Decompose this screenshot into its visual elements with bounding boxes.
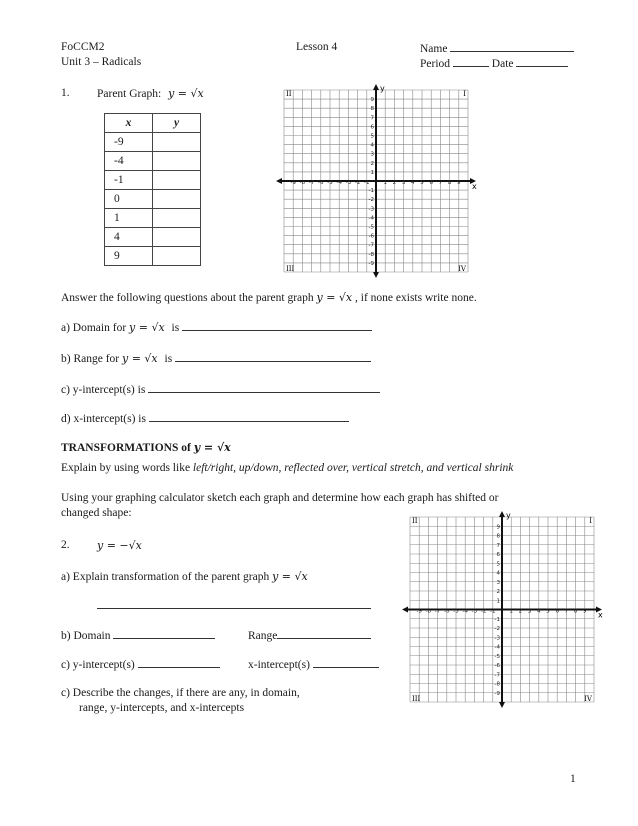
q2-domain-question — [61, 628, 215, 642]
y-tick-label: -7 — [368, 242, 374, 249]
y-axis-arrow-up — [499, 511, 505, 517]
y-axis-label: y — [506, 511, 511, 520]
x-tick-label: 1 — [383, 180, 387, 186]
y-tick-label: 9 — [370, 97, 374, 104]
x-tick-label: -7 — [434, 608, 441, 615]
y-tick-label: 6 — [496, 552, 500, 558]
intro-equation: y = √x — [316, 291, 353, 304]
quadrant-label-3: III — [286, 265, 295, 273]
x-intercept-blank[interactable] — [149, 411, 349, 422]
table-row — [105, 190, 201, 209]
y-intercept-blank[interactable] — [148, 382, 380, 393]
y-tick-label: 2 — [370, 160, 374, 167]
quadrant-label-1: I — [463, 90, 466, 98]
y-tick-label: 9 — [496, 524, 500, 531]
table-cell-x: 0 — [105, 190, 153, 209]
table-cell-x: 4 — [105, 228, 153, 247]
x-tick-label: -3 — [471, 608, 478, 615]
x-intercept-label: d) x-intercept(s) is — [61, 413, 146, 425]
coordinate-grid-2[interactable] — [398, 511, 610, 710]
x-tick-label: 9 — [583, 608, 587, 615]
table-row — [105, 228, 201, 247]
domain-equation: y = √x — [129, 321, 165, 334]
range-is: is — [164, 353, 173, 365]
table-row — [105, 152, 201, 171]
y-tick-label: -3 — [494, 635, 500, 642]
y-tick-label: -1 — [494, 616, 500, 623]
x-tick-label: -2 — [354, 180, 361, 186]
quadrant-label-2: II — [286, 90, 292, 98]
x-tick-label: 7 — [564, 608, 569, 615]
table-cell-y[interactable] — [153, 209, 201, 228]
q2-explain-blank[interactable] — [97, 598, 371, 609]
x-tick-label: -3 — [345, 180, 352, 186]
range-label: b) Range for — [61, 353, 120, 365]
transformations-explain — [61, 462, 513, 474]
y-tick-label: -4 — [494, 644, 500, 651]
y-tick-label: -9 — [368, 260, 374, 267]
x-tick-label: -8 — [425, 608, 432, 615]
y-tick-label: -3 — [368, 206, 374, 213]
y-tick-label: -5 — [494, 653, 500, 660]
y-tick-label: -9 — [494, 690, 500, 697]
q1-equation: y = √x — [168, 87, 204, 100]
explain-prefix: Explain by using words like — [61, 462, 191, 474]
x-tick-label: 2 — [518, 608, 523, 615]
table-cell-y[interactable] — [153, 152, 201, 171]
x-tick-label: 1 — [509, 608, 513, 615]
quadrant-label-3: III — [412, 695, 421, 703]
range-answer-blank[interactable] — [175, 351, 371, 362]
date-blank[interactable] — [516, 56, 568, 67]
q2-describe-line1: c) Describe the changes, if there are any, in domain, — [61, 687, 300, 699]
y-intercept-question — [61, 382, 380, 396]
x-tick-label: 9 — [457, 180, 461, 186]
q2-xint-blank[interactable] — [313, 657, 379, 668]
q2-explain-blank-wrap — [97, 598, 371, 612]
x-tick-label: -7 — [308, 180, 315, 186]
y-tick-label: 8 — [370, 106, 374, 113]
q2-xint-question — [248, 657, 379, 671]
x-tick-label: 5 — [546, 608, 550, 615]
q2-yint-blank[interactable] — [138, 657, 220, 668]
x-intercept-question — [61, 411, 349, 425]
q2-explain-label: a) Explain transformation of the parent graph — [61, 571, 270, 583]
y-tick-label: 8 — [496, 533, 500, 540]
y-tick-label: -2 — [368, 197, 374, 204]
x-tick-label: 3 — [527, 608, 532, 615]
transformations-heading-text: TRANSFORMATIONS of — [61, 442, 191, 454]
q2-xint-label: x-intercept(s) — [248, 659, 310, 671]
xy-value-table — [104, 113, 201, 266]
table-header-y: y — [153, 114, 201, 133]
domain-question — [61, 320, 372, 334]
table-cell-x: 1 — [105, 209, 153, 228]
x-tick-label: -4 — [462, 608, 468, 615]
y-tick-label: 1 — [370, 169, 374, 176]
calc-instructions-line1: Using your graphing calculator sketch each graph and determine how each graph has shifted or — [61, 492, 499, 504]
x-tick-label: 8 — [447, 180, 452, 186]
x-tick-label: -6 — [444, 608, 450, 615]
q2-range-question — [248, 628, 371, 642]
period-label: Period — [420, 58, 451, 70]
y-tick-label: -8 — [494, 681, 500, 688]
date-label: Date — [491, 58, 514, 70]
y-tick-label: 4 — [496, 570, 500, 577]
y-tick-label: -6 — [494, 663, 500, 669]
x-tick-label: 6 — [429, 180, 433, 186]
q2-describe-line2: range, y-intercepts, and x-intercepts — [79, 702, 245, 714]
name-field[interactable] — [420, 41, 574, 55]
q2-range-label: Range — [248, 630, 278, 642]
x-tick-label: -4 — [336, 180, 342, 186]
table-row — [105, 247, 201, 266]
transformations-heading — [61, 441, 231, 454]
y-axis-label: y — [380, 84, 385, 93]
y-tick-label: 3 — [370, 151, 374, 158]
table-cell-y[interactable] — [153, 133, 201, 152]
range-question — [61, 351, 371, 365]
quadrant-label-4: IV — [458, 265, 466, 273]
x-tick-label: 5 — [420, 180, 424, 186]
x-tick-label: 8 — [573, 608, 578, 615]
x-tick-label: 4 — [411, 180, 415, 186]
q1-label — [97, 87, 204, 100]
table-cell-y[interactable] — [153, 171, 201, 190]
y-tick-label: -7 — [494, 672, 500, 679]
y-axis-arrow-down — [499, 702, 505, 708]
q2-yint-question — [61, 657, 220, 671]
x-tick-label: -2 — [480, 608, 487, 615]
table-cell-x: 9 — [105, 247, 153, 266]
x-tick-label: -8 — [299, 180, 306, 186]
q2-number: 2. — [61, 539, 70, 551]
quadrant-label-2: II — [412, 517, 418, 525]
table-row — [105, 171, 201, 190]
name-blank[interactable] — [450, 41, 574, 52]
y-tick-label: -6 — [368, 233, 374, 240]
table-row — [105, 209, 201, 228]
y-tick-label: 3 — [496, 579, 500, 586]
x-tick-label: 2 — [392, 180, 397, 186]
x-axis-arrow-left — [276, 178, 282, 184]
name-label: Name — [420, 43, 448, 55]
q2-range-blank[interactable] — [277, 628, 371, 639]
period-date-field[interactable] — [420, 56, 568, 70]
x-tick-label: -6 — [318, 180, 324, 186]
table-cell-x: -4 — [105, 152, 153, 171]
y-tick-label: -2 — [494, 626, 500, 632]
y-intercept-label: c) y-intercept(s) is — [61, 384, 146, 396]
y-tick-label: 5 — [496, 561, 500, 568]
course-code: FoCCM2 — [61, 41, 105, 53]
quadrant-label-1: I — [589, 517, 592, 525]
domain-answer-blank[interactable] — [182, 320, 372, 331]
x-tick-label: -9 — [416, 608, 422, 615]
transformations-heading-equation: y = √x — [193, 441, 231, 454]
y-tick-label: -5 — [368, 224, 374, 231]
y-tick-label: 5 — [370, 133, 374, 140]
page-number: 1 — [570, 773, 576, 785]
range-equation: y = √x — [122, 352, 158, 365]
q2-explain-question — [61, 570, 308, 583]
quadrant-label-4: IV — [584, 695, 592, 703]
x-tick-label: -5 — [453, 608, 459, 615]
domain-is: is — [171, 322, 180, 334]
q2-equation: y = −√x — [97, 539, 142, 552]
table-cell-y[interactable] — [153, 190, 201, 209]
x-tick-label: -5 — [327, 180, 333, 186]
table-cell-y[interactable] — [153, 247, 201, 266]
period-blank[interactable] — [453, 56, 489, 67]
x-tick-label: 3 — [401, 180, 406, 186]
domain-label: a) Domain for — [61, 322, 127, 334]
x-axis-label: x — [598, 610, 603, 620]
table-cell-y[interactable] — [153, 228, 201, 247]
q2-yint-label: c) y-intercept(s) — [61, 659, 135, 671]
y-tick-label: -4 — [368, 215, 374, 222]
y-tick-label: 2 — [496, 589, 500, 595]
q2-explain-equation: y = √x — [272, 570, 308, 583]
coordinate-grid-1[interactable] — [272, 84, 484, 280]
questions-intro — [61, 291, 477, 304]
intro-suffix: , if none exists write none. — [355, 292, 477, 304]
x-tick-label: -1 — [364, 180, 370, 186]
table-row — [105, 133, 201, 152]
x-axis-label: x — [472, 182, 477, 191]
y-tick-label: 4 — [370, 142, 374, 149]
table-cell-x: -1 — [105, 171, 153, 190]
y-tick-label: 7 — [370, 115, 374, 122]
calc-instructions-line2: changed shape: — [61, 507, 132, 519]
y-tick-label: -8 — [368, 251, 374, 258]
q1-label-text: Parent Graph: — [97, 88, 162, 100]
intro-text: Answer the following questions about the parent graph — [61, 292, 314, 304]
x-axis-arrow-left — [402, 607, 408, 613]
q2-domain-label: b) Domain — [61, 630, 111, 642]
q1-number: 1. — [61, 87, 70, 99]
lesson-label: Lesson 4 — [296, 41, 338, 53]
y-axis-arrow-down — [373, 272, 379, 278]
y-tick-label: -1 — [368, 188, 374, 195]
x-tick-label: 4 — [537, 608, 541, 615]
y-tick-label: 7 — [496, 542, 500, 549]
y-tick-label: 6 — [370, 124, 374, 131]
table-cell-x: -9 — [105, 133, 153, 152]
table-header-x: x — [105, 114, 153, 133]
unit-title: Unit 3 – Radicals — [61, 56, 142, 68]
x-tick-label: 6 — [555, 608, 559, 615]
x-tick-label: 7 — [438, 180, 443, 186]
x-tick-label: -1 — [490, 608, 496, 615]
y-axis-arrow-up — [373, 84, 379, 90]
q2-domain-blank[interactable] — [113, 628, 215, 639]
x-tick-label: -9 — [290, 180, 296, 186]
y-tick-label: 1 — [496, 598, 500, 605]
explain-words: left/right, up/down, reflected over, vertical stretch, and vertical shrink — [192, 462, 514, 474]
